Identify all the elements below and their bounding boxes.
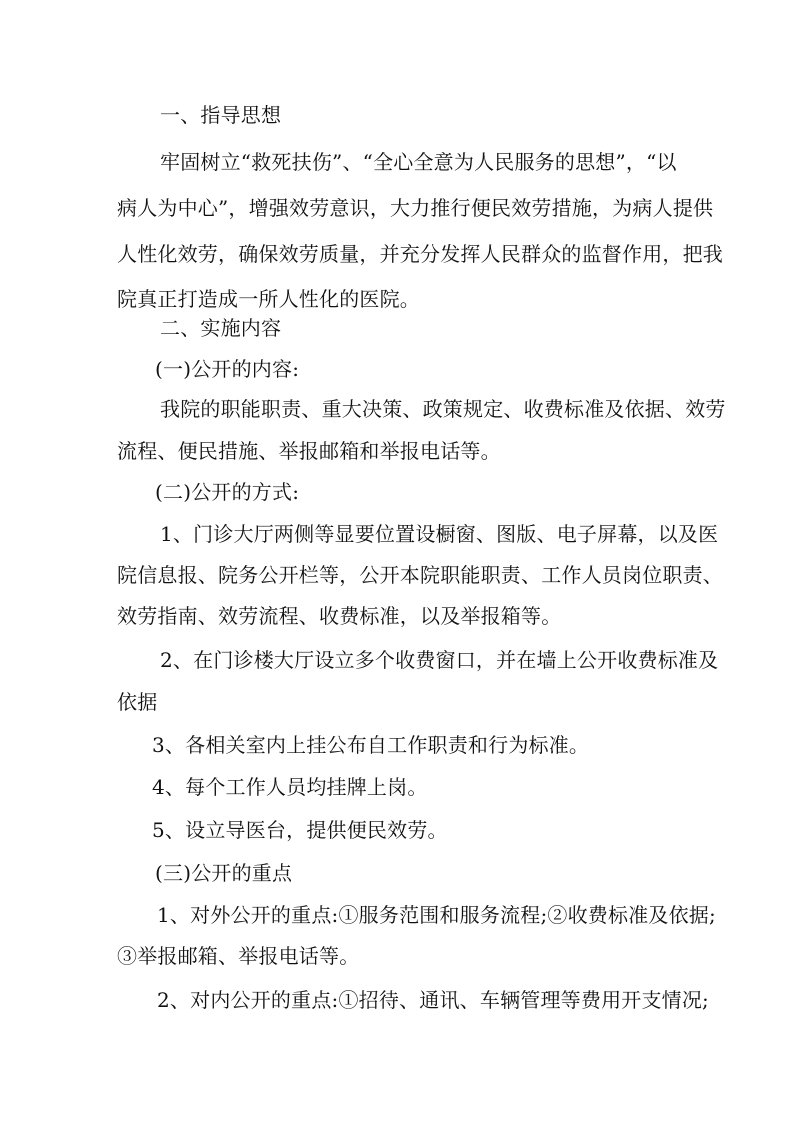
section-heading-guiding-ideology: 一、指导思想 xyxy=(160,103,282,127)
paragraph-line: 牢固树立“救死扶伤”、“全心全意为人民服务的思想”，“以 xyxy=(160,150,677,174)
list-item-line: 5、设立导医台，提供便民效劳。 xyxy=(152,818,448,842)
list-item-line: ③举报邮箱、举报电话等。 xyxy=(117,944,360,968)
subsection-heading-focus: (三)公开的重点 xyxy=(155,861,293,885)
subsection-heading-content: (一)公开的内容: xyxy=(155,357,300,381)
list-item-line: 4、每个工作人员均挂牌上岗。 xyxy=(152,775,428,799)
list-item-line: 1、对外公开的重点:①服务范围和服务流程;②收费标准及依据; xyxy=(157,903,716,927)
paragraph-line: 流程、便民措施、举报邮箱和举报电话等。 xyxy=(117,439,501,463)
paragraph-line: 病人为中心”，增强效劳意识，大力推行便民效劳措施，为病人提供 xyxy=(117,196,714,220)
paragraph-line: 人性化效劳，确保效劳质量，并充分发挥人民群众的监督作用，把我 xyxy=(117,242,723,266)
paragraph-line: 我院的职能职责、重大决策、政策规定、收费标准及依据、效劳 xyxy=(160,397,726,421)
list-item-line: 2、对内公开的重点:①招待、通讯、车辆管理等费用开支情况; xyxy=(157,988,710,1012)
list-item-line: 院信息报、院务公开栏等，公开本院职能职责、工作人员岗位职责、 xyxy=(117,563,723,587)
list-item-line: 依据 xyxy=(117,690,158,714)
subsection-heading-method: (二)公开的方式: xyxy=(155,480,300,504)
section-heading-implementation: 二、实施内容 xyxy=(160,316,282,340)
list-item-line: 1、门诊大厅两侧等显要位置设橱窗、图版、电子屏幕，以及医 xyxy=(160,522,719,546)
paragraph-line: 院真正打造成一所人性化的医院。 xyxy=(117,287,420,311)
list-item-line: 效劳指南、效劳流程、收费标准，以及举报箱等。 xyxy=(117,604,562,628)
list-item-line: 2、在门诊楼大厅设立多个收费窗口，并在墙上公开收费标准及 xyxy=(160,648,719,672)
list-item-line: 3、各相关室内上挂公布自工作职责和行为标准。 xyxy=(152,733,590,757)
